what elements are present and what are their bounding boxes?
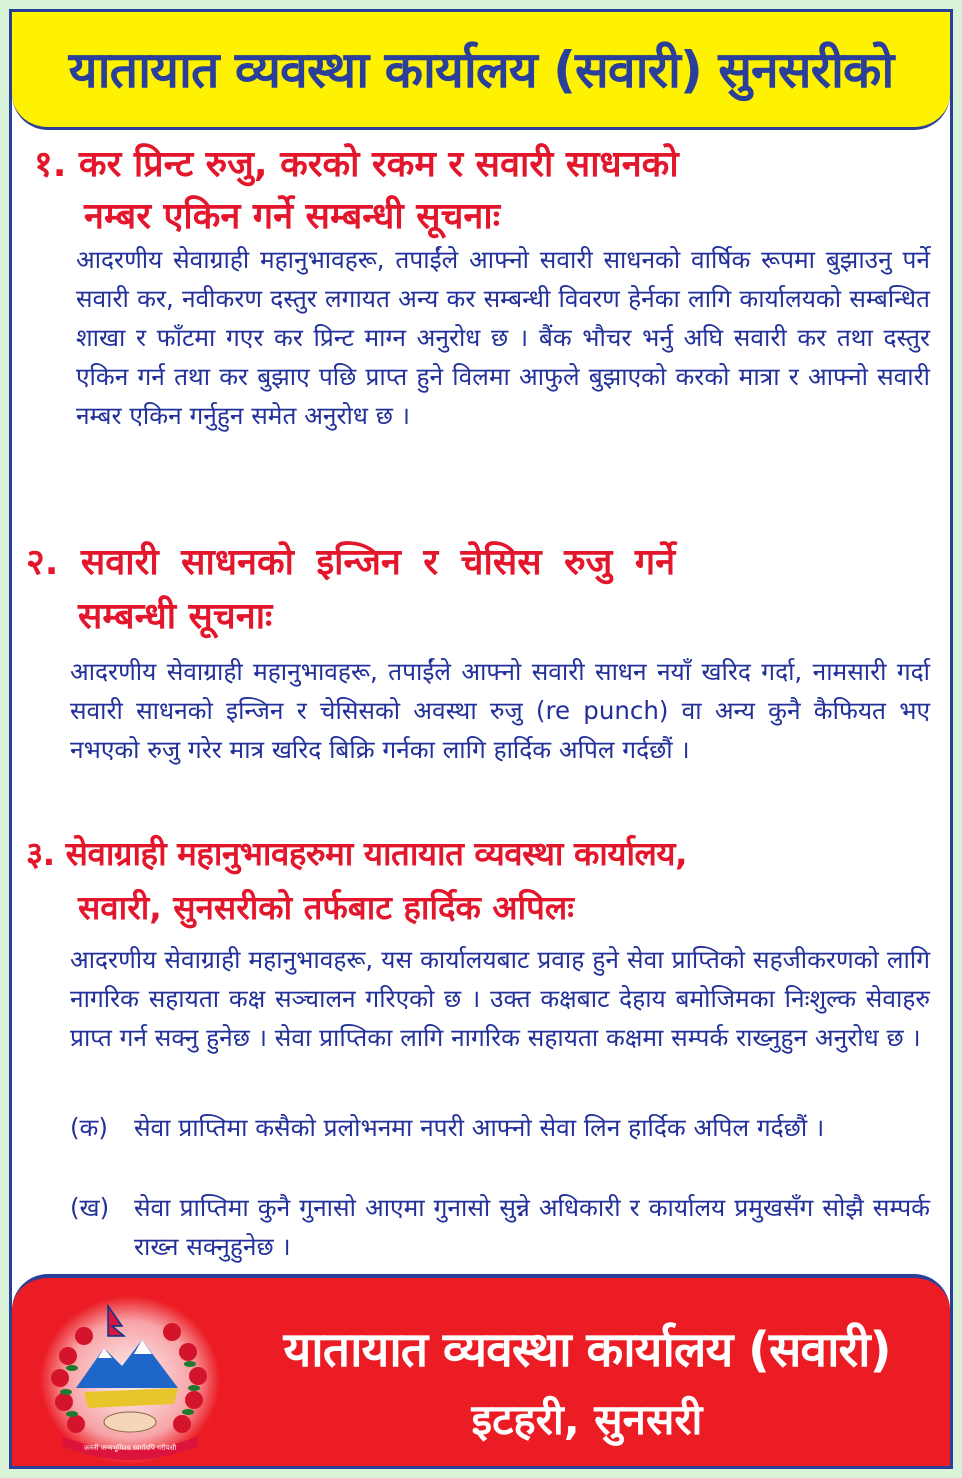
section-1-heading-line1: १. कर प्रिन्ट रुजु, करको रकम र सवारी साधनको — [34, 144, 679, 185]
header-title: यातायात व्यवस्था कार्यालय (सवारी) सुनसरीको — [68, 41, 894, 99]
section-2-body: आदरणीय सेवाग्राही महानुभावहरू, तपाईंले आफ्नो सवारी साधन नयाँ खरिद गर्दा, नामसारी गर्दा सवारी साधनको इन्जिन र चेसिसको अवस्था रुजु (re punch) वा अन्य कुनै कैफियत भए नभएको रुजु गरेर मात्र खरिद बिक्रि गर्नका लागि हार्दिक अपिल गर्दछौं । — [70, 657, 930, 764]
section-3-item-ka — [70, 1108, 930, 1188]
section-2-heading-line1: २. सवारी साधनको इन्जिन र चेसिस रुजु गर्ने — [26, 542, 676, 583]
list-item-text: सेवा प्राप्तिमा कुनै गुनासो आएमा गुनासो सुन्ने अधिकारी र कार्यालय प्रमुखसँग सोझै सम्पर्क राख्न सक्नुहुनेछ । — [134, 1193, 930, 1261]
section-3-body: आदरणीय सेवाग्राही महानुभावहरू, यस कार्यालयबाट प्रवाह हुने सेवा प्राप्तिको सहजीकरणको लागि नागरिक सहायता कक्ष सञ्चालन गरिएको छ । उक्त कक्षबाट देहाय बमोजिमका निःशुल्क सेवाहरु प्राप्त गर्न सक्नु हुनेछ । सेवा प्राप्तिका लागि नागरिक सहायता कक्षमा सम्पर्क राख्नुहुन अनुरोध छ । — [70, 945, 930, 1052]
section-1-body: आदरणीय सेवाग्राही महानुभावहरू, तपाईंले आफ्नो सवारी साधनको वार्षिक रूपमा बुझाउनु पर्ने सवारी कर, नवीकरण दस्तुर लगायत अन्य कर सम्बन्धी विवरण हेर्नका लागि कार्यालयको सम्बन्धित शाखा र फाँटमा गएर कर प्रिन्ट माग्न अनुरोध छ । बैंक भौचर भर्नु अघि सवारी कर तथा दस्तुर एकिन गर्न तथा कर बुझाए पछि प्राप्त हुने विलमा आफुले बुझाएको करको मात्रा र आफ्नो सवारी नम्बर एकिन गर्नुहुन समेत अनुरोध छ । — [76, 245, 930, 430]
footer-banner — [12, 1274, 950, 1466]
section-1-heading-line2: नम्बर एकिन गर्ने सम्बन्धी सूचनाः — [84, 196, 501, 237]
section-2-heading-line2: सम्बन्धी सूचनाः — [78, 596, 273, 637]
list-item-text: सेवा प्राप्तिमा कसैको प्रलोभनमा नपरी आफ्नो सेवा लिन हार्दिक अपिल गर्दछौं । — [134, 1113, 825, 1142]
footer-subtitle: इटहरी, सुनसरी — [471, 1395, 703, 1444]
list-marker: (ख) — [70, 1193, 110, 1222]
header-banner — [12, 12, 950, 130]
list-marker: (क) — [70, 1113, 108, 1142]
section-3-item-kha — [70, 1188, 930, 1268]
section-3-heading-line1: ३. सेवाग्राही महानुभावहरुमा यातायात व्यवस्था कार्यालय, — [26, 834, 688, 873]
footer-title: यातायात व्यवस्था कार्यालय (सवारी) — [283, 1322, 891, 1378]
nepal-emblem-icon — [38, 1296, 222, 1468]
notice-board — [9, 9, 953, 1469]
section-3-heading-line2: सवारी, सुनसरीको तर्फबाट हार्दिक अपिलः — [78, 888, 574, 927]
emblem-motto: जननी जन्मभूमिश्च स्वर्गादपि गरीयसी — [83, 1444, 177, 1452]
